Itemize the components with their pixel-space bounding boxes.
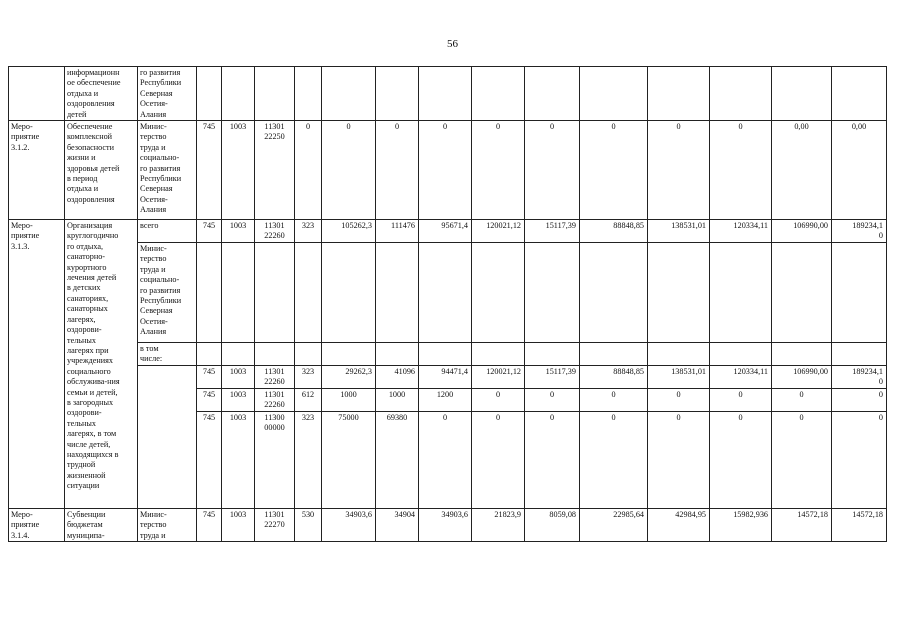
- value-cell: 14572,18: [772, 509, 832, 542]
- cell-empty: [710, 67, 772, 121]
- event-number-cell: Меро- приятие 3.1.3.: [11, 221, 40, 251]
- value-cell: 0: [648, 121, 710, 220]
- executor-cell: всего: [138, 220, 197, 243]
- event-number-cell: Меро- приятие 3.1.2.: [11, 122, 40, 152]
- cell-empty: [222, 67, 255, 121]
- cell-empty: [580, 243, 648, 343]
- cell-empty: [648, 243, 710, 343]
- cell-empty: [772, 243, 832, 343]
- cell-empty: [222, 243, 255, 343]
- table-row: [9, 366, 887, 389]
- value-cell: 120021,12: [472, 220, 525, 243]
- vr-cell: 612: [295, 389, 322, 412]
- value-cell: 0,00: [832, 121, 887, 220]
- value-cell: 0: [322, 121, 376, 220]
- value-cell: 88848,85: [580, 220, 648, 243]
- rzpr-cell: 1003: [222, 220, 255, 243]
- value-cell: 0: [648, 412, 710, 509]
- value-cell: 15117,39: [525, 220, 580, 243]
- value-cell: 120334,11: [710, 220, 772, 243]
- value-cell: 106990,00: [772, 366, 832, 389]
- vr-cell: 530: [295, 509, 322, 542]
- value-cell: 120334,11: [710, 366, 772, 389]
- table-row: [9, 67, 887, 121]
- value-cell: 0: [472, 412, 525, 509]
- value-cell: 0: [525, 412, 580, 509]
- event-name-cell: Субвенции бюджетам муниципа-: [67, 510, 106, 540]
- cell-empty: [472, 243, 525, 343]
- value-cell: 95671,4: [419, 220, 472, 243]
- value-cell: 0: [580, 389, 648, 412]
- csr-cell: 11301 22260: [264, 367, 285, 387]
- value-cell: 75000: [322, 412, 376, 509]
- cell-empty: [710, 243, 772, 343]
- value-cell: 0: [419, 121, 472, 220]
- cell-empty: [138, 366, 197, 509]
- value-cell: 1200: [419, 389, 472, 412]
- cell-empty: [255, 67, 295, 121]
- cell-empty: [197, 67, 222, 121]
- value-cell: 0: [772, 412, 832, 509]
- vr-cell: 323: [295, 412, 322, 509]
- value-cell: 120021,12: [472, 366, 525, 389]
- rzpr-cell: 1003: [222, 509, 255, 542]
- grbs-cell: 745: [197, 412, 222, 509]
- cell-empty: [772, 67, 832, 121]
- value-cell: 88848,85: [580, 366, 648, 389]
- value-cell: 0,00: [772, 121, 832, 220]
- value-cell: 15117,39: [525, 366, 580, 389]
- value-cell: 94471,4: [419, 366, 472, 389]
- value-cell: 0: [710, 121, 772, 220]
- vr-cell: 0: [295, 121, 322, 220]
- event-name-cell: информационн ое обеспечение отдыха и оздоровления детей: [67, 68, 121, 119]
- event-name-cell: Обеспечение комплексной безопасности жизни и здоровья детей в период отдыха и оздоровления: [67, 122, 120, 204]
- cell-empty: [295, 343, 322, 366]
- budget-table: [8, 66, 887, 542]
- value-cell: 0: [710, 412, 772, 509]
- cell-empty: [832, 343, 887, 366]
- event-number-cell: Меро- приятие 3.1.4.: [11, 510, 40, 540]
- table-row: [9, 121, 887, 220]
- grbs-cell: 745: [197, 121, 222, 220]
- table-row: [9, 220, 887, 243]
- value-cell: 0: [472, 389, 525, 412]
- cell-empty: [9, 67, 65, 121]
- rzpr-cell: 1003: [222, 412, 255, 509]
- rzpr-cell: 1003: [222, 389, 255, 412]
- value-cell: 0: [525, 389, 580, 412]
- executor-cell: Минис- терство труда и социально- го развития Республики Северная Осетия- Алания: [140, 122, 182, 215]
- page-number: 56: [447, 38, 458, 50]
- table-row: [9, 509, 887, 542]
- value-cell: 1000: [376, 389, 419, 412]
- cell-empty: [197, 343, 222, 366]
- cell-empty: [376, 67, 419, 121]
- cell-empty: [419, 67, 472, 121]
- cell-empty: [255, 343, 295, 366]
- cell-empty: [419, 243, 472, 343]
- value-cell: 69380: [376, 412, 419, 509]
- value-cell: 0: [419, 412, 472, 509]
- cell-empty: [580, 343, 648, 366]
- value-cell: 34903,6: [419, 509, 472, 542]
- csr-cell: 11300 00000: [264, 413, 285, 433]
- rzpr-cell: 1003: [222, 366, 255, 389]
- value-cell: 8059,08: [525, 509, 580, 542]
- executor-cell: Минис- терство труда и: [140, 510, 167, 540]
- table-row: [9, 343, 887, 366]
- cell-empty: [322, 67, 376, 121]
- csr-cell: 11301 22260: [264, 221, 285, 241]
- value-cell: 29262,3: [322, 366, 376, 389]
- cell-empty: [376, 343, 419, 366]
- value-cell: 111476: [376, 220, 419, 243]
- rzpr-cell: 1003: [222, 121, 255, 220]
- cell-empty: [832, 67, 887, 121]
- value-cell: 0: [710, 389, 772, 412]
- value-cell: 189234,1 0: [852, 221, 883, 241]
- value-cell: 189234,1 0: [852, 367, 883, 387]
- cell-empty: [295, 243, 322, 343]
- value-cell: 0: [772, 389, 832, 412]
- cell-empty: [322, 343, 376, 366]
- value-cell: 1000: [322, 389, 376, 412]
- value-cell: 106990,00: [772, 220, 832, 243]
- grbs-cell: 745: [197, 389, 222, 412]
- value-cell: 34904: [376, 509, 419, 542]
- value-cell: 0: [832, 412, 887, 509]
- cell-empty: [648, 343, 710, 366]
- grbs-cell: 745: [197, 509, 222, 542]
- value-cell: 22985,64: [580, 509, 648, 542]
- vr-cell: 323: [295, 366, 322, 389]
- value-cell: 34903,6: [322, 509, 376, 542]
- value-cell: 0: [376, 121, 419, 220]
- grbs-cell: 745: [197, 366, 222, 389]
- value-cell: 42984,95: [648, 509, 710, 542]
- cell-empty: [322, 243, 376, 343]
- cell-empty: [525, 343, 580, 366]
- value-cell: 138531,01: [648, 220, 710, 243]
- cell-empty: [376, 243, 419, 343]
- value-cell: 0: [580, 121, 648, 220]
- cell-empty: [255, 243, 295, 343]
- value-cell: 0: [580, 412, 648, 509]
- cell-empty: [295, 67, 322, 121]
- csr-cell: 11301 22250: [264, 122, 285, 142]
- executor-cell: Минис- терство труда и социально- го развития Республики Северная Осетия- Алания: [140, 244, 182, 337]
- cell-empty: [710, 343, 772, 366]
- value-cell: 21823,9: [472, 509, 525, 542]
- cell-empty: [472, 343, 525, 366]
- value-cell: 0: [525, 121, 580, 220]
- value-cell: 0: [472, 121, 525, 220]
- cell-empty: [472, 67, 525, 121]
- cell-empty: [580, 67, 648, 121]
- cell-empty: [222, 343, 255, 366]
- event-name-cell: Организация круглогодично го отдыха, санаторно- курортного лечения детей в детских санаториях, санаторных лагерях, оздорови- тельных лагерях при учреждениях социального обслужива-ния семьи и детей, в загородных оздорови- тельных лагерях, в том числе детей, находящихся в трудной жизненной ситуации: [67, 221, 120, 491]
- csr-cell: 11301 22260: [264, 390, 285, 410]
- value-cell: 0: [832, 389, 887, 412]
- value-cell: 15982,936: [710, 509, 772, 542]
- cell-empty: [832, 243, 887, 343]
- value-cell: 105262,3: [322, 220, 376, 243]
- cell-empty: [525, 243, 580, 343]
- executor-cell: в том числе:: [140, 344, 163, 364]
- value-cell: 41096: [376, 366, 419, 389]
- executor-cell: го развития Республики Северная Осетия- Алания: [140, 68, 182, 119]
- vr-cell: 323: [295, 220, 322, 243]
- cell-empty: [525, 67, 580, 121]
- grbs-cell: 745: [197, 220, 222, 243]
- cell-empty: [197, 243, 222, 343]
- cell-empty: [419, 343, 472, 366]
- value-cell: 0: [648, 389, 710, 412]
- table-row: [9, 243, 887, 343]
- value-cell: 138531,01: [648, 366, 710, 389]
- csr-cell: 11301 22270: [264, 510, 285, 530]
- value-cell: 14572,18: [832, 509, 887, 542]
- cell-empty: [772, 343, 832, 366]
- cell-empty: [648, 67, 710, 121]
